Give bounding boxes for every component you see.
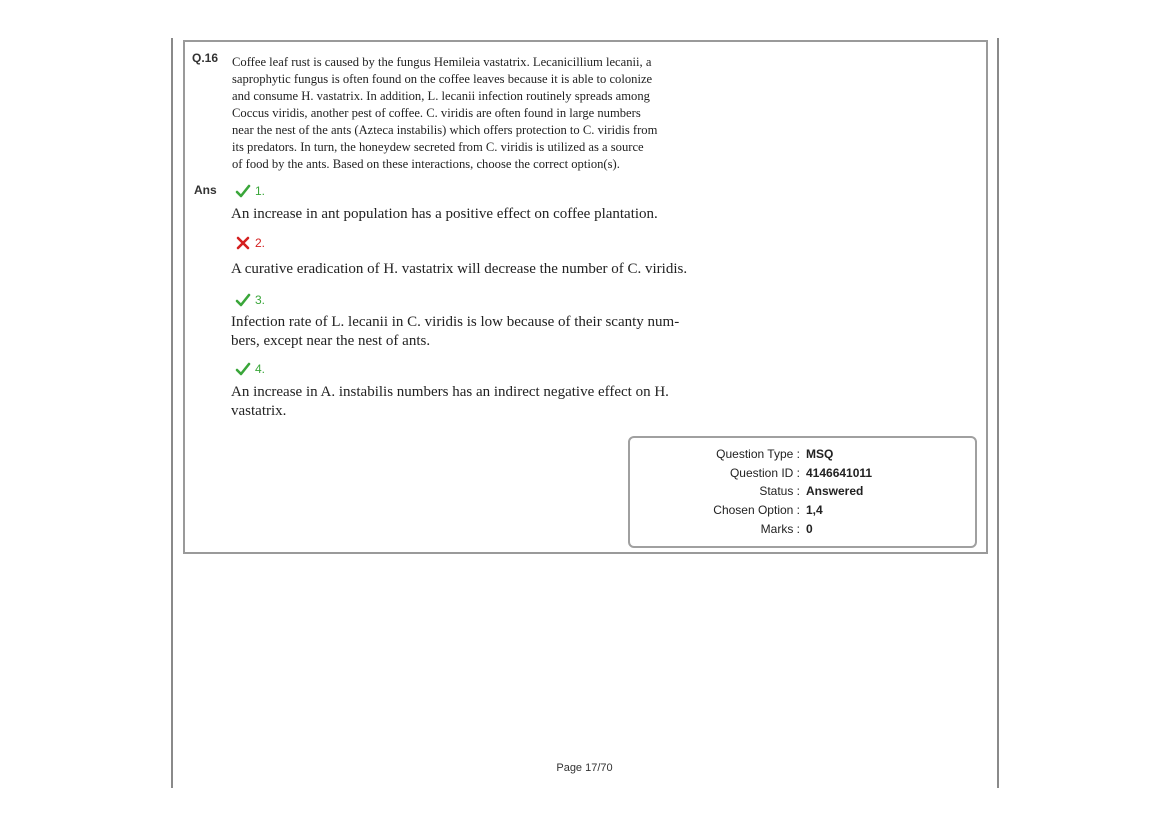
question-line: Coccus viridis, another pest of coffee. C. viridis are often found in large numbers [232, 106, 641, 120]
option-4-header [235, 361, 265, 377]
info-value: MSQ [806, 447, 834, 461]
option-1-header [235, 183, 265, 199]
option-3-text [231, 313, 746, 351]
option-1-text [231, 205, 746, 224]
info-row-marks [630, 520, 975, 538]
question-line: saprophytic fungus is often found on the coffee leaves because it is able to colonize [232, 72, 653, 86]
answer-label: Ans [194, 183, 217, 197]
cross-icon [235, 235, 251, 251]
info-label: Marks : [760, 522, 800, 536]
info-row-chosen-option [630, 501, 975, 519]
option-line: vastatrix. [231, 403, 287, 419]
question-info-box [628, 436, 977, 548]
option-4-text [231, 383, 746, 421]
option-line: Infection rate of L. lecanii in C. viridis is low because of their scanty num- [231, 314, 680, 330]
option-line: bers, except near the nest of ants. [231, 333, 431, 349]
info-value: 1,4 [806, 503, 823, 517]
check-icon [235, 361, 251, 377]
info-row-question-id [630, 464, 975, 482]
option-line: A curative eradication of H. vastatrix will decrease the number of C. viridis. [231, 261, 688, 277]
info-label: Question ID : [729, 466, 800, 480]
option-3-header [235, 292, 265, 308]
page-left-rule [171, 38, 173, 788]
question-line: Coffee leaf rust is caused by the fungus Hemileia vastatrix. Lecanicillium lecanii, a [232, 55, 652, 69]
option-line: An increase in A. instabilis numbers has an indirect negative effect on H. [231, 384, 669, 400]
check-icon [235, 183, 251, 199]
info-value: Answered [806, 484, 864, 498]
check-icon [235, 292, 251, 308]
option-2-header [235, 235, 265, 251]
info-label: Chosen Option : [713, 503, 800, 517]
option-number: 3. [255, 293, 266, 307]
question-line: and consume H. vastatrix. In addition, L. lecanii infection routinely spreads among [232, 89, 650, 103]
option-line: An increase in ant population has a positive effect on coffee plantation. [231, 206, 658, 222]
info-row-question-type [630, 445, 975, 463]
question-line: its predators. In turn, the honeydew secreted from C. viridis is utilized as a source [232, 140, 644, 154]
option-number: 4. [255, 362, 266, 376]
question-number: Q.16 [192, 51, 219, 65]
page-right-rule [997, 38, 999, 788]
info-value: 4146641011 [806, 466, 873, 480]
question-text [232, 54, 744, 173]
question-panel [183, 40, 988, 554]
info-value: 0 [806, 522, 813, 536]
info-label: Status : [759, 484, 800, 498]
page-number: Page 17/70 [556, 762, 613, 774]
option-2-text [231, 260, 746, 279]
question-line: of food by the ants. Based on these interactions, choose the correct option(s). [232, 157, 620, 171]
option-number: 2. [255, 236, 266, 250]
option-number: 1. [255, 184, 266, 198]
info-row-status [630, 482, 975, 500]
question-line: near the nest of the ants (Azteca instabilis) which offers protection to C. viridis from [232, 123, 658, 137]
info-label: Question Type : [716, 447, 800, 461]
